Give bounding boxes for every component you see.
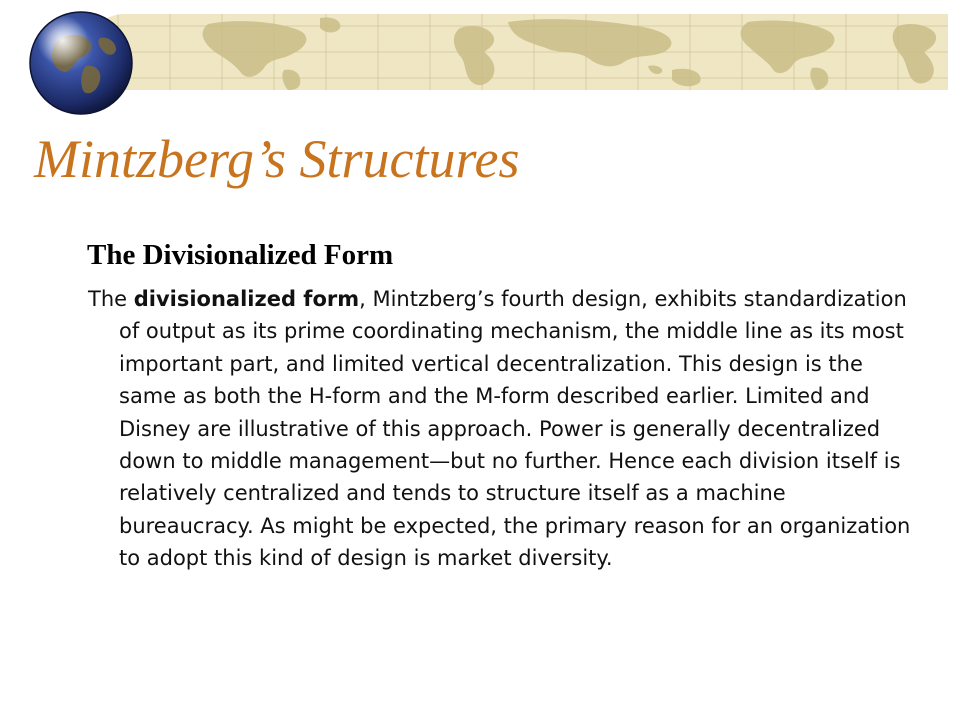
world-map-banner bbox=[88, 14, 948, 90]
body-lead: The bbox=[88, 287, 134, 311]
body-text: , Mintzberg’s fourth design, exhibits standardization of output as its prime coordinating mechanism, the middle line as its most important part, and limited vertical decentralization. This design is the same as both the H-form and the M-form described earlier. Limited and Disney are illustrative of this approach. Power is generally decentralized down to middle management—but no further. Hence each division itself is relatively centralized and tends to structure itself as a machine bureaucracy. As might be expected, the primary reason for an organization to adopt this kind of design is market diversity. bbox=[119, 287, 911, 571]
section-heading: The Divisionalized Form bbox=[87, 239, 394, 271]
body-paragraph bbox=[88, 283, 919, 575]
globe-icon bbox=[28, 10, 134, 116]
world-map-graphic bbox=[88, 14, 948, 90]
slide-title: Mintzberg’s Structures bbox=[34, 129, 520, 189]
body-key-term: divisionalized form bbox=[133, 287, 360, 311]
